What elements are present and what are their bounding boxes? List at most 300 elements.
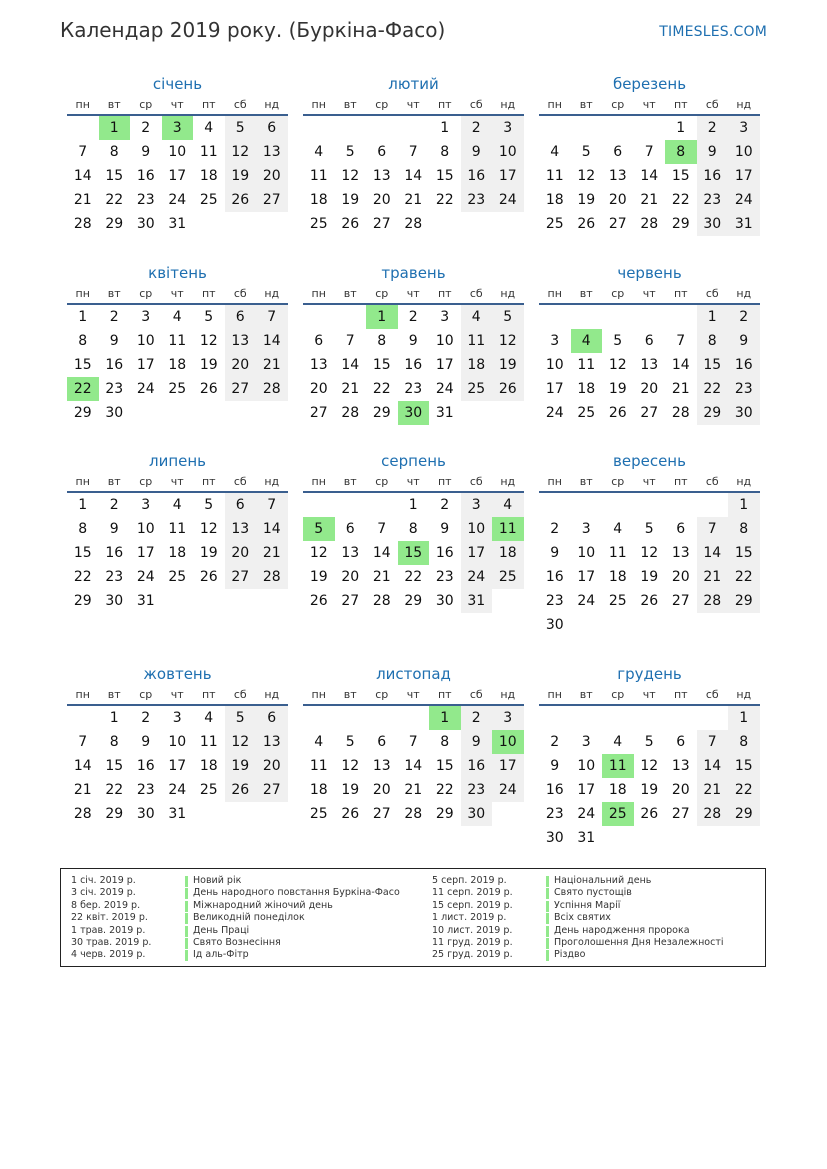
day-cell: 13 [225, 517, 257, 541]
day-cell: 21 [256, 353, 288, 377]
holiday-date: 3 січ. 2019 р. [71, 887, 136, 899]
day-cell: 24 [577, 593, 596, 609]
week-row [539, 589, 760, 613]
day-cell: 11 [608, 545, 627, 561]
weekday-label: нд [264, 98, 280, 111]
weekday-header [303, 685, 524, 706]
week-row [67, 305, 288, 329]
weekday-label: пн [547, 688, 562, 701]
weekday-header [539, 284, 760, 305]
holiday-marker [546, 901, 549, 912]
day-cell: 30 [136, 806, 155, 822]
empty-day-cell [303, 493, 335, 517]
empty-day-cell [665, 493, 697, 517]
weekday-label: ср [611, 475, 625, 488]
day-cell: 29 [73, 593, 92, 609]
day-cell: 13 [671, 545, 690, 561]
holiday-date: 25 груд. 2019 р. [432, 949, 513, 961]
weekday-label: нд [500, 475, 516, 488]
weekday-header [539, 95, 760, 116]
week-row [539, 778, 760, 802]
day-cell: 6 [613, 144, 623, 160]
day-cell: 20 [640, 381, 659, 397]
day-cell: 19 [341, 192, 360, 208]
weekday-label: пн [311, 98, 326, 111]
day-cell: 26 [341, 216, 360, 232]
week-row [67, 802, 288, 826]
day-cell: 27 [341, 593, 360, 609]
week-row [539, 802, 760, 826]
day-cell: 17 [168, 758, 187, 774]
week-row [539, 541, 760, 565]
week-row [539, 826, 760, 850]
day-cell: 29 [73, 405, 92, 421]
week-row [67, 517, 288, 541]
day-cell: 26 [640, 593, 659, 609]
empty-day-cell [571, 706, 603, 730]
day-cell: 27 [256, 778, 288, 802]
day-cell: 26 [341, 806, 360, 822]
holiday-marker [546, 938, 549, 949]
day-cell: 10 [168, 144, 187, 160]
day-cell: 15 [73, 357, 92, 373]
day-cell: 4 [314, 734, 324, 750]
month-name: листопад [376, 665, 451, 683]
day-cell: 24 [492, 188, 524, 212]
day-cell: 19 [577, 192, 596, 208]
empty-day-cell [193, 212, 225, 236]
weekday-label: вт [107, 98, 121, 111]
month-12 [539, 663, 760, 850]
day-cell: 26 [608, 405, 627, 421]
weekday-label: сб [469, 287, 483, 300]
day-cell: 17 [545, 381, 564, 397]
day-cell: 19 [225, 754, 257, 778]
day-cell: 22 [372, 381, 391, 397]
empty-day-cell [366, 706, 398, 730]
day-cell: 30 [697, 212, 729, 236]
holiday-name: Успіння Марії [554, 899, 621, 911]
weekday-label: ср [139, 688, 153, 701]
day-cell: 31 [168, 216, 187, 232]
day-cell: 17 [492, 754, 524, 778]
day-cell: 29 [105, 806, 124, 822]
day-cell: 30 [545, 617, 564, 633]
weekday-label: пт [673, 98, 688, 111]
day-cell: 16 [461, 164, 493, 188]
empty-day-cell [256, 802, 288, 826]
week-row [67, 778, 288, 802]
empty-day-cell [697, 493, 729, 517]
day-cell: 8 [109, 144, 119, 160]
empty-day-cell [335, 116, 367, 140]
day-cell: 18 [608, 782, 627, 798]
week-row [303, 377, 524, 401]
day-cell: 9 [109, 333, 119, 349]
day-cell: 16 [105, 545, 124, 561]
week-row [539, 140, 760, 164]
day-cell: 18 [309, 782, 328, 798]
day-cell: 18 [168, 357, 187, 373]
month-name: лютий [388, 75, 439, 93]
day-cell: 14 [256, 517, 288, 541]
month-name: червень [617, 264, 682, 282]
weekday-label: чт [642, 688, 656, 701]
empty-day-cell [665, 305, 697, 329]
day-cell: 22 [73, 569, 92, 585]
weekday-label: вт [579, 287, 593, 300]
week-row [67, 353, 288, 377]
empty-day-cell [602, 613, 634, 637]
day-cell: 17 [136, 357, 155, 373]
day-cell: 16 [435, 545, 454, 561]
month-name: січень [152, 75, 203, 93]
month-name: травень [381, 264, 446, 282]
month-name: вересень [613, 452, 686, 470]
holiday-name: Національний день [554, 875, 652, 886]
day-cell: 16 [461, 754, 493, 778]
day-cell: 16 [105, 357, 124, 373]
weekday-label: сб [705, 475, 719, 488]
day-cell: 2 [728, 305, 760, 329]
empty-day-cell [193, 401, 225, 425]
day-cell: 14 [697, 754, 729, 778]
day-cell: 20 [225, 353, 257, 377]
day-cell: 20 [372, 782, 391, 798]
empty-day-cell [303, 305, 335, 329]
day-cell: 15 [105, 758, 124, 774]
day-cell: 14 [671, 357, 690, 373]
day-cell: 27 [671, 806, 690, 822]
day-cell: 5 [644, 734, 654, 750]
weekday-label: вт [579, 688, 593, 701]
day-cell: 29 [372, 405, 391, 421]
weekday-label: чт [170, 287, 184, 300]
day-cell: 15 [697, 353, 729, 377]
weekday-label: ср [611, 287, 625, 300]
month-6 [539, 262, 760, 425]
day-cell: 7 [408, 734, 418, 750]
day-cell: 7 [78, 144, 88, 160]
weekday-label: сб [469, 688, 483, 701]
weekday-label: чт [406, 98, 420, 111]
weekday-label: пн [547, 287, 562, 300]
weekday-label: пн [75, 475, 90, 488]
empty-day-cell [571, 305, 603, 329]
day-cell: 15 [435, 758, 454, 774]
holiday-marker [185, 913, 188, 924]
day-cell: 4 [461, 305, 493, 329]
weekday-label: нд [736, 287, 752, 300]
day-cell: 23 [136, 192, 155, 208]
day-cell: 24 [168, 782, 187, 798]
weekday-label: нд [736, 98, 752, 111]
empty-day-cell [366, 116, 398, 140]
week-row [303, 778, 524, 802]
empty-day-cell [256, 212, 288, 236]
day-cell: 23 [697, 188, 729, 212]
week-row [303, 401, 524, 425]
empty-day-cell [728, 826, 760, 850]
empty-day-cell [67, 706, 99, 730]
weekday-label: ср [139, 98, 153, 111]
weekday-label: пн [311, 475, 326, 488]
weekday-label: чт [642, 287, 656, 300]
day-cell: 8 [440, 734, 450, 750]
empty-day-cell [571, 116, 603, 140]
weekday-label: сб [469, 98, 483, 111]
day-cell: 29 [404, 593, 423, 609]
day-cell: 25 [492, 565, 524, 589]
empty-day-cell [634, 706, 666, 730]
holiday-date: 1 трав. 2019 р. [71, 924, 146, 936]
month-7 [67, 450, 288, 613]
weekday-label: сб [705, 688, 719, 701]
day-cell: 26 [492, 377, 524, 401]
day-cell: 21 [372, 569, 391, 585]
day-cell: 18 [168, 545, 187, 561]
weekday-label: ср [375, 475, 389, 488]
day-cell: 5 [204, 309, 214, 325]
weekday-label: ср [139, 287, 153, 300]
day-cell: 1 [697, 305, 729, 329]
week-row [539, 305, 760, 329]
weekday-header [303, 95, 524, 116]
day-cell: 8 [728, 730, 760, 754]
day-cell: 2 [408, 309, 418, 325]
day-cell: 15 [728, 754, 760, 778]
week-row [67, 140, 288, 164]
day-cell: 11 [168, 333, 187, 349]
day-cell: 3 [141, 309, 151, 325]
day-cell: 8 [109, 734, 119, 750]
empty-day-cell [634, 613, 666, 637]
weekday-label: вт [107, 475, 121, 488]
day-cell: 20 [225, 541, 257, 565]
day-cell: 5 [303, 517, 335, 541]
month-11 [303, 663, 524, 826]
day-cell: 24 [728, 188, 760, 212]
week-row [303, 140, 524, 164]
weekday-label: сб [233, 98, 247, 111]
day-cell: 17 [435, 357, 454, 373]
day-cell: 21 [697, 565, 729, 589]
empty-day-cell [492, 802, 524, 826]
day-cell: 13 [225, 329, 257, 353]
month-name: жовтень [143, 665, 212, 683]
day-cell: 13 [372, 168, 391, 184]
day-cell: 28 [697, 802, 729, 826]
day-cell: 28 [73, 806, 92, 822]
day-cell: 8 [78, 333, 88, 349]
week-row [303, 493, 524, 517]
day-cell: 1 [78, 309, 88, 325]
month-1 [67, 73, 288, 236]
day-cell: 11 [199, 144, 218, 160]
week-row [67, 377, 288, 401]
week-row [67, 212, 288, 236]
brand-link[interactable]: TIMESLES.COM [659, 24, 767, 40]
day-cell: 3 [550, 333, 560, 349]
empty-day-cell [665, 706, 697, 730]
day-cell: 22 [435, 192, 454, 208]
day-cell: 25 [577, 405, 596, 421]
day-cell: 21 [404, 782, 423, 798]
weekday-label: пн [75, 98, 90, 111]
day-cell: 31 [168, 806, 187, 822]
weekday-label: вт [343, 98, 357, 111]
day-cell: 16 [728, 353, 760, 377]
day-cell: 12 [640, 758, 659, 774]
holiday-marker [185, 926, 188, 937]
week-row [303, 706, 524, 730]
day-cell: 10 [435, 333, 454, 349]
empty-day-cell [366, 493, 398, 517]
weekday-label: пт [673, 475, 688, 488]
holiday-date: 11 серп. 2019 р. [432, 887, 513, 899]
holiday-name: Всіх святих [554, 912, 611, 924]
day-cell: 7 [697, 730, 729, 754]
month-5 [303, 262, 524, 425]
day-cell: 24 [168, 192, 187, 208]
holiday-date: 30 трав. 2019 р. [71, 936, 152, 948]
day-cell: 10 [461, 517, 493, 541]
day-cell: 10 [136, 333, 155, 349]
day-cell: 20 [671, 569, 690, 585]
day-cell: 13 [309, 357, 328, 373]
weekday-header [67, 472, 288, 493]
day-cell: 18 [199, 168, 218, 184]
day-cell: 12 [608, 357, 627, 373]
day-cell: 11 [492, 517, 524, 541]
day-cell: 10 [492, 140, 524, 164]
holiday-name: Свято Вознесіння [193, 936, 281, 948]
day-cell: 1 [728, 706, 760, 730]
day-cell: 10 [577, 758, 596, 774]
day-cell: 26 [225, 778, 257, 802]
day-cell: 8 [408, 521, 418, 537]
day-cell: 27 [225, 565, 257, 589]
day-cell: 16 [136, 758, 155, 774]
day-cell: 21 [404, 192, 423, 208]
day-cell: 27 [608, 216, 627, 232]
day-cell: 28 [640, 216, 659, 232]
week-row [67, 565, 288, 589]
day-cell: 9 [550, 545, 560, 561]
day-cell: 25 [309, 806, 328, 822]
day-cell: 17 [728, 164, 760, 188]
weekday-label: вт [107, 287, 121, 300]
empty-day-cell [225, 212, 257, 236]
day-cell: 27 [372, 806, 391, 822]
day-cell: 1 [429, 706, 461, 730]
day-cell: 9 [461, 730, 493, 754]
day-cell: 26 [199, 569, 218, 585]
week-row [303, 517, 524, 541]
day-cell: 28 [256, 377, 288, 401]
day-cell: 6 [225, 305, 257, 329]
day-cell: 25 [461, 377, 493, 401]
holiday-marker [185, 950, 188, 961]
day-cell: 24 [492, 778, 524, 802]
empty-day-cell [634, 116, 666, 140]
empty-day-cell [539, 305, 571, 329]
day-cell: 8 [440, 144, 450, 160]
day-cell: 9 [697, 140, 729, 164]
day-cell: 26 [577, 216, 596, 232]
week-row [303, 353, 524, 377]
week-row [539, 493, 760, 517]
week-row [67, 589, 288, 613]
empty-day-cell [461, 401, 493, 425]
week-row [67, 329, 288, 353]
day-cell: 15 [372, 357, 391, 373]
weekday-label: сб [233, 287, 247, 300]
week-row [67, 188, 288, 212]
day-cell: 11 [168, 521, 187, 537]
day-cell: 9 [141, 734, 151, 750]
day-cell: 9 [550, 758, 560, 774]
day-cell: 21 [256, 541, 288, 565]
day-cell: 12 [309, 545, 328, 561]
day-cell: 2 [461, 116, 493, 140]
weekday-label: нд [500, 98, 516, 111]
day-cell: 20 [256, 164, 288, 188]
day-cell: 14 [640, 168, 659, 184]
holiday-marker [546, 913, 549, 924]
day-cell: 13 [608, 168, 627, 184]
day-cell: 21 [73, 192, 92, 208]
day-cell: 19 [309, 569, 328, 585]
day-cell: 10 [492, 730, 524, 754]
day-cell: 7 [256, 305, 288, 329]
week-row [303, 541, 524, 565]
weekday-label: нд [500, 287, 516, 300]
weekday-label: вт [343, 688, 357, 701]
month-3 [539, 73, 760, 236]
empty-day-cell [67, 116, 99, 140]
empty-day-cell [193, 802, 225, 826]
day-cell: 1 [366, 305, 398, 329]
empty-day-cell [602, 305, 634, 329]
day-cell: 12 [225, 730, 257, 754]
day-cell: 3 [162, 116, 194, 140]
day-cell: 21 [73, 782, 92, 798]
day-cell: 15 [105, 168, 124, 184]
day-cell: 2 [550, 734, 560, 750]
empty-day-cell [665, 826, 697, 850]
day-cell: 23 [461, 778, 493, 802]
weekday-header [539, 685, 760, 706]
weekday-label: нд [264, 688, 280, 701]
day-cell: 5 [613, 333, 623, 349]
week-row [303, 589, 524, 613]
empty-day-cell [634, 826, 666, 850]
day-cell: 9 [408, 333, 418, 349]
empty-day-cell [303, 706, 335, 730]
weekday-label: чт [406, 475, 420, 488]
month-2 [303, 73, 524, 236]
day-cell: 14 [341, 357, 360, 373]
day-cell: 24 [136, 569, 155, 585]
empty-day-cell [162, 401, 194, 425]
day-cell: 17 [136, 545, 155, 561]
day-cell: 6 [377, 734, 387, 750]
day-cell: 12 [199, 333, 218, 349]
week-row [67, 754, 288, 778]
day-cell: 9 [728, 329, 760, 353]
day-cell: 8 [697, 329, 729, 353]
